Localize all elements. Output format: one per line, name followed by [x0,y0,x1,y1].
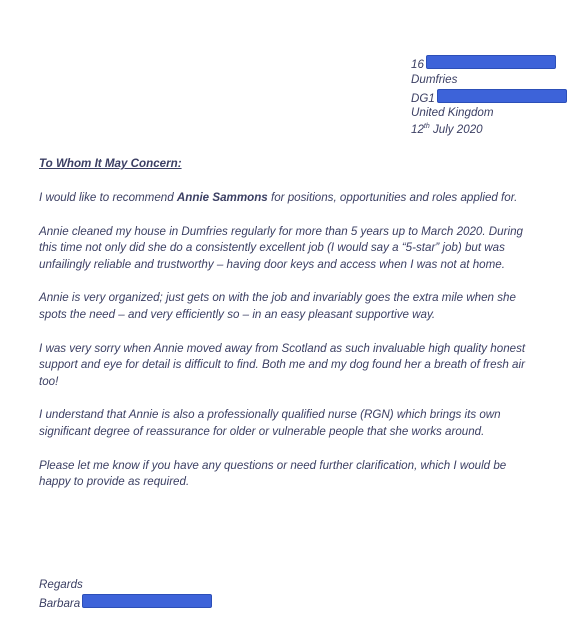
paragraph-moved-away: I was very sorry when Annie moved away from Scotland as such invaluable high quality honest support and eye for detail is difficult to find. Both me and my dog found her a breath of fresh air too! [39,341,526,388]
paragraph-cleaning: Annie cleaned my house in Dumfries regularly for more than 5 years up to March 2020. During this time not only did she do a consistently excellent job (I would say a “5-star” job) but was unfailingly reliable and trustworthy – having door keys and access when I was not at home. [39,224,523,271]
letter-closing [39,577,339,611]
paragraph-1-end: for positions, opportunities and roles applied for. [267,191,518,204]
letter-body [39,190,529,508]
redacted-postcode [437,89,567,103]
regards-text: Regards [39,578,83,591]
address-postcode: DG1 [411,91,435,105]
date-day: 12 [411,123,424,137]
paragraph-1-start: I would like to recommend [39,191,177,204]
address-line-4: United Kingdom [411,106,494,120]
salutation: To Whom It May Concern: [39,157,182,170]
address-house-number: 16 [411,58,424,71]
paragraph-organized: Annie is very organized; just gets on with the job and invariably goes the extra mile when she spots the need – and very efficiently so – in an easy pleasant supportive way. [39,291,516,321]
redacted-street [426,55,556,69]
signature-line [39,594,339,611]
date-suffix: th [423,123,430,131]
letter-date [411,122,581,139]
signature-first-name: Barbara [39,597,81,610]
paragraph-recommendation [39,190,529,207]
paragraph-contact: Please let me know if you have any questions or need further clarification, which I would be happy to provide as required. [39,458,507,489]
paragraph-nurse: I understand that Annie is also a professionally qualified nurse (RGN) which brings its own significant degree of reassurance for older or vulnerable people that she works around. [39,408,501,438]
candidate-name: Annie Sammons [176,191,268,204]
date-month-year: July 2020 [429,123,483,137]
address-line-3 [411,89,581,106]
sender-address [411,55,581,139]
address-line-2: Dumfries [411,72,458,86]
address-line-1 [411,55,581,72]
redacted-surname [82,594,212,608]
